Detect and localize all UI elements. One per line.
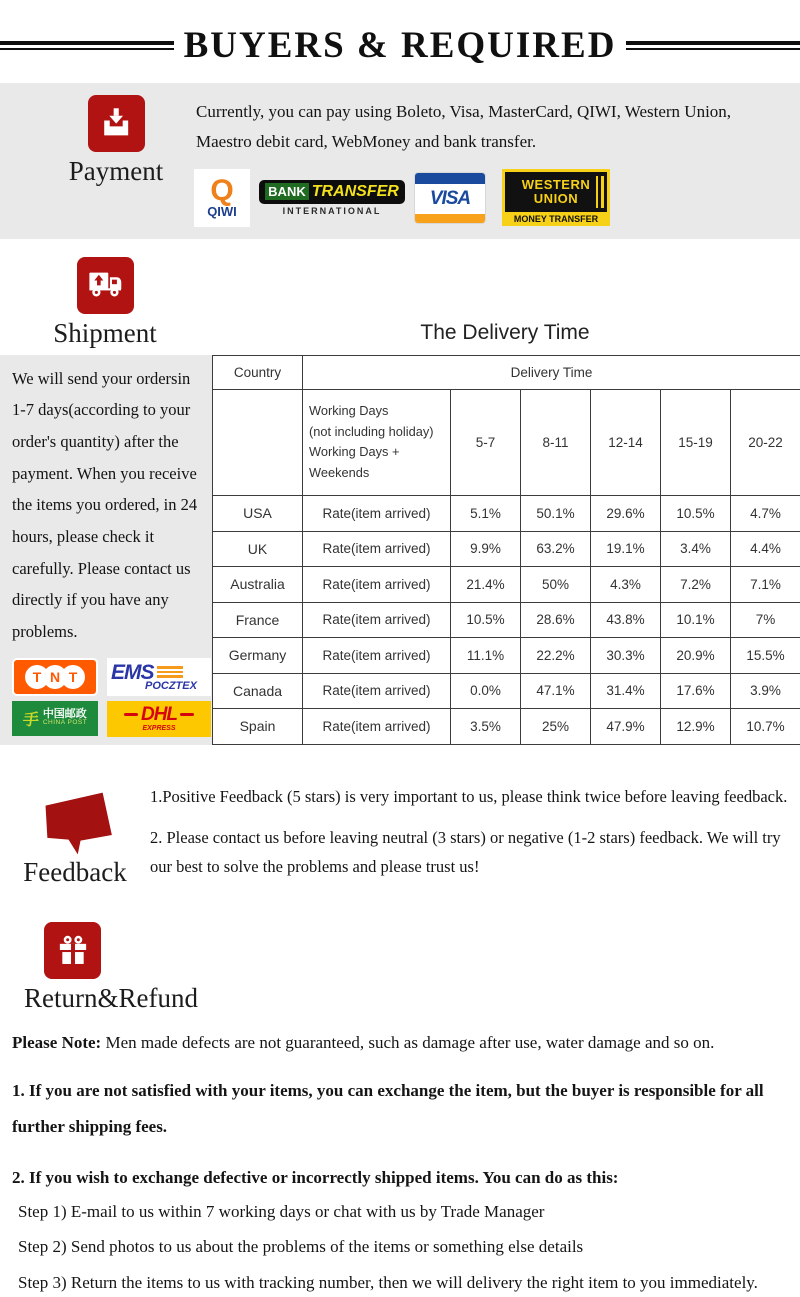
return-step-2: Step 2) Send photos to us about the problems of the items or something else details xyxy=(12,1233,788,1261)
return-step-1: Step 1) E-mail to us within 7 working days or chat with us by Trade Manager xyxy=(12,1198,788,1226)
visa-blue-band xyxy=(415,173,485,184)
return-point-2: 2. If you wish to exchange defective or incorrectly shipped items. You can do as this: xyxy=(12,1168,788,1188)
bank-word: BANK xyxy=(265,183,309,200)
payment-content xyxy=(190,93,794,227)
qiwi-logo xyxy=(194,169,250,227)
rate-cell: 11.1% xyxy=(451,638,521,673)
range-header: 20-22 xyxy=(731,389,800,495)
china-post-en: CHINA POST xyxy=(43,720,87,727)
return-step-3: Step 3) Return the items to us with tracking number, then we will delivery the right item to you immediately. xyxy=(12,1269,788,1297)
ems-text: EMS xyxy=(111,662,154,683)
shipment-note: We will send your ordersin 1-7 days(according to your order's quantity) after the payment. When you receive the items you ordered, in 24 hours, please check it carefully. Please contact us directly if you have any problems. xyxy=(12,363,206,648)
feedback-section xyxy=(0,781,800,888)
western-union-text xyxy=(522,178,591,205)
table-subheader-row xyxy=(213,389,800,495)
shipping-carrier-logos xyxy=(12,658,206,737)
tnt-letter: T xyxy=(61,665,85,689)
rate-cell: 25% xyxy=(521,709,591,745)
shipment-truck-icon xyxy=(77,257,134,314)
rate-cell: 43.8% xyxy=(591,602,661,637)
return-point-1: 1. If you are not satisfied with your items, you can exchange the item, but the buyer is responsible for all further shipping fees. xyxy=(12,1073,788,1144)
rate-label-cell: Rate(item arrived) xyxy=(303,673,451,708)
col-header-delivery-time: Delivery Time xyxy=(303,355,800,389)
rate-cell: 3.9% xyxy=(731,673,800,708)
western-union-wordmark xyxy=(505,172,607,212)
rate-cell: 17.6% xyxy=(661,673,731,708)
table-row xyxy=(213,567,800,602)
table-row xyxy=(213,638,800,673)
header-rule-left xyxy=(0,41,174,50)
gift-icon-svg xyxy=(50,927,96,973)
rate-cell: 10.7% xyxy=(731,709,800,745)
rate-cell: 10.5% xyxy=(451,602,521,637)
dhl-wordmark xyxy=(124,705,194,724)
table-row xyxy=(213,673,800,708)
visa-wordmark: VISA xyxy=(415,184,485,214)
country-cell: UK xyxy=(213,531,303,566)
rate-cell: 22.2% xyxy=(521,638,591,673)
table-row xyxy=(213,496,800,531)
rate-cell: 15.5% xyxy=(731,638,800,673)
payment-label: Payment xyxy=(69,156,164,187)
rate-label-cell: Rate(item arrived) xyxy=(303,567,451,602)
rate-cell: 4.7% xyxy=(731,496,800,531)
range-header: 12-14 xyxy=(591,389,661,495)
rate-cell: 21.4% xyxy=(451,567,521,602)
bank-transfer-wordmark xyxy=(259,180,405,204)
visa-logo xyxy=(414,172,486,224)
return-steps xyxy=(12,1198,788,1296)
qiwi-q-glyph: Q xyxy=(210,177,233,204)
working-days-line: Working Days xyxy=(309,401,446,422)
rate-label-cell: Rate(item arrived) xyxy=(303,496,451,531)
feedback-content xyxy=(150,781,800,888)
rate-cell: 50% xyxy=(521,567,591,602)
rate-cell: 7.1% xyxy=(731,567,800,602)
bank-transfer-logo xyxy=(266,180,398,216)
shipment-truck-icon-svg xyxy=(82,262,128,308)
china-post-text xyxy=(43,709,87,727)
rate-cell: 3.4% xyxy=(661,531,731,566)
shipment-note-panel xyxy=(0,355,212,745)
delivery-time-title: The Delivery Time xyxy=(210,321,800,349)
rate-cell: 9.9% xyxy=(451,531,521,566)
country-cell: Spain xyxy=(213,709,303,745)
rate-cell: 31.4% xyxy=(591,673,661,708)
shipment-badge xyxy=(0,257,210,349)
rate-cell: 63.2% xyxy=(521,531,591,566)
rate-cell: 4.4% xyxy=(731,531,800,566)
feedback-point-1: 1.Positive Feedback (5 stars) is very important to us, please think twice before leaving feedback. xyxy=(150,785,790,808)
return-refund-notes xyxy=(12,1030,788,1297)
table-header-row xyxy=(213,355,800,389)
rate-cell: 5.1% xyxy=(451,496,521,531)
table-row xyxy=(213,709,800,745)
rate-label-cell: Rate(item arrived) xyxy=(303,531,451,566)
transfer-word: TRANSFER xyxy=(312,183,399,201)
rate-cell: 7% xyxy=(731,602,800,637)
union-word: UNION xyxy=(522,192,591,206)
western-union-bars xyxy=(596,176,604,208)
gift-icon xyxy=(44,922,101,979)
rate-cell: 29.6% xyxy=(591,496,661,531)
tnt-letter: N xyxy=(43,665,67,689)
dhl-logo xyxy=(107,701,211,737)
rate-cell: 47.1% xyxy=(521,673,591,708)
bank-transfer-subtitle: INTERNATIONAL xyxy=(283,206,382,216)
rate-cell: 30.3% xyxy=(591,638,661,673)
feedback-label: Feedback xyxy=(23,857,126,888)
ems-speed-stripes xyxy=(157,666,183,678)
col-header-country: Country xyxy=(213,355,303,389)
pocztex-text: POCZTEX xyxy=(145,680,211,692)
rate-cell: 7.2% xyxy=(661,567,731,602)
working-days-line: (not including holiday) xyxy=(309,422,446,443)
ems-pocztex-logo xyxy=(107,658,211,696)
rate-cell: 12.9% xyxy=(661,709,731,745)
please-note-prefix: Please Note: xyxy=(12,1033,101,1052)
qiwi-wordmark: QIWI xyxy=(207,204,237,219)
country-cell: Canada xyxy=(213,673,303,708)
return-refund-section xyxy=(0,922,800,1014)
dhl-express-text: EXPRESS xyxy=(142,725,175,732)
china-post-emblem-icon: 手 xyxy=(21,707,40,730)
tnt-logo xyxy=(12,658,98,696)
header-rule-right xyxy=(626,41,800,50)
payment-inbox-icon-svg xyxy=(94,102,138,146)
rate-cell: 10.1% xyxy=(661,602,731,637)
range-header: 5-7 xyxy=(451,389,521,495)
table-row xyxy=(213,531,800,566)
shipment-main xyxy=(0,355,800,745)
country-cell: USA xyxy=(213,496,303,531)
rate-cell: 3.5% xyxy=(451,709,521,745)
western-word: WESTERN xyxy=(522,178,591,192)
rate-cell: 28.6% xyxy=(521,602,591,637)
tnt-letter: T xyxy=(25,665,49,689)
payment-badge xyxy=(42,93,190,227)
table-row xyxy=(213,602,800,637)
rate-cell: 47.9% xyxy=(591,709,661,745)
range-header: 15-19 xyxy=(661,389,731,495)
payment-description: Currently, you can pay using Boleto, Visa, MasterCard, QIWI, Western Union, Maestro debit card, WebMoney and bank transfer. xyxy=(190,93,794,157)
working-days-cell xyxy=(303,389,451,495)
working-days-line: Working Days + Weekends xyxy=(309,442,446,483)
rate-label-cell: Rate(item arrived) xyxy=(303,602,451,637)
feedback-badge xyxy=(0,781,150,888)
rate-cell: 50.1% xyxy=(521,496,591,531)
please-note-text: Men made defects are not guaranteed, such as damage after use, water damage and so on. xyxy=(101,1033,714,1052)
return-refund-badge xyxy=(42,922,192,1014)
rate-label-cell: Rate(item arrived) xyxy=(303,638,451,673)
shipment-label: Shipment xyxy=(53,318,157,349)
rate-cell: 4.3% xyxy=(591,567,661,602)
feedback-speech-bubble-icon xyxy=(31,789,119,859)
visa-orange-band xyxy=(415,214,485,223)
country-cell: France xyxy=(213,602,303,637)
dhl-dash xyxy=(180,713,194,717)
feedback-point-2: 2. Please contact us before leaving neutral (3 stars) or negative (1-2 stars) feedback. We will try our best to solve the problems and please trust us! xyxy=(150,824,790,882)
shipment-header xyxy=(0,257,800,349)
range-header: 8-11 xyxy=(521,389,591,495)
dhl-dash xyxy=(124,713,138,717)
rate-cell: 20.9% xyxy=(661,638,731,673)
please-note-line xyxy=(12,1030,788,1056)
china-post-cn: 中国邮政 xyxy=(43,709,87,720)
payment-section xyxy=(0,83,800,239)
empty-cell xyxy=(213,389,303,495)
rate-cell: 10.5% xyxy=(661,496,731,531)
payment-inbox-icon xyxy=(88,95,145,152)
rate-cell: 19.1% xyxy=(591,531,661,566)
page-header xyxy=(0,24,800,67)
page-title: BUYERS & REQUIRED xyxy=(184,24,617,67)
western-union-logo xyxy=(502,169,610,226)
payment-logos xyxy=(194,169,794,227)
delivery-time-table xyxy=(212,355,800,745)
country-cell: Australia xyxy=(213,567,303,602)
dhl-text: DHL xyxy=(141,705,177,724)
return-refund-label: Return&Refund xyxy=(24,983,198,1014)
rate-cell: 0.0% xyxy=(451,673,521,708)
country-cell: Germany xyxy=(213,638,303,673)
rate-label-cell: Rate(item arrived) xyxy=(303,709,451,745)
china-post-logo xyxy=(12,701,98,736)
western-union-subtitle: MONEY TRANSFER xyxy=(505,212,607,224)
